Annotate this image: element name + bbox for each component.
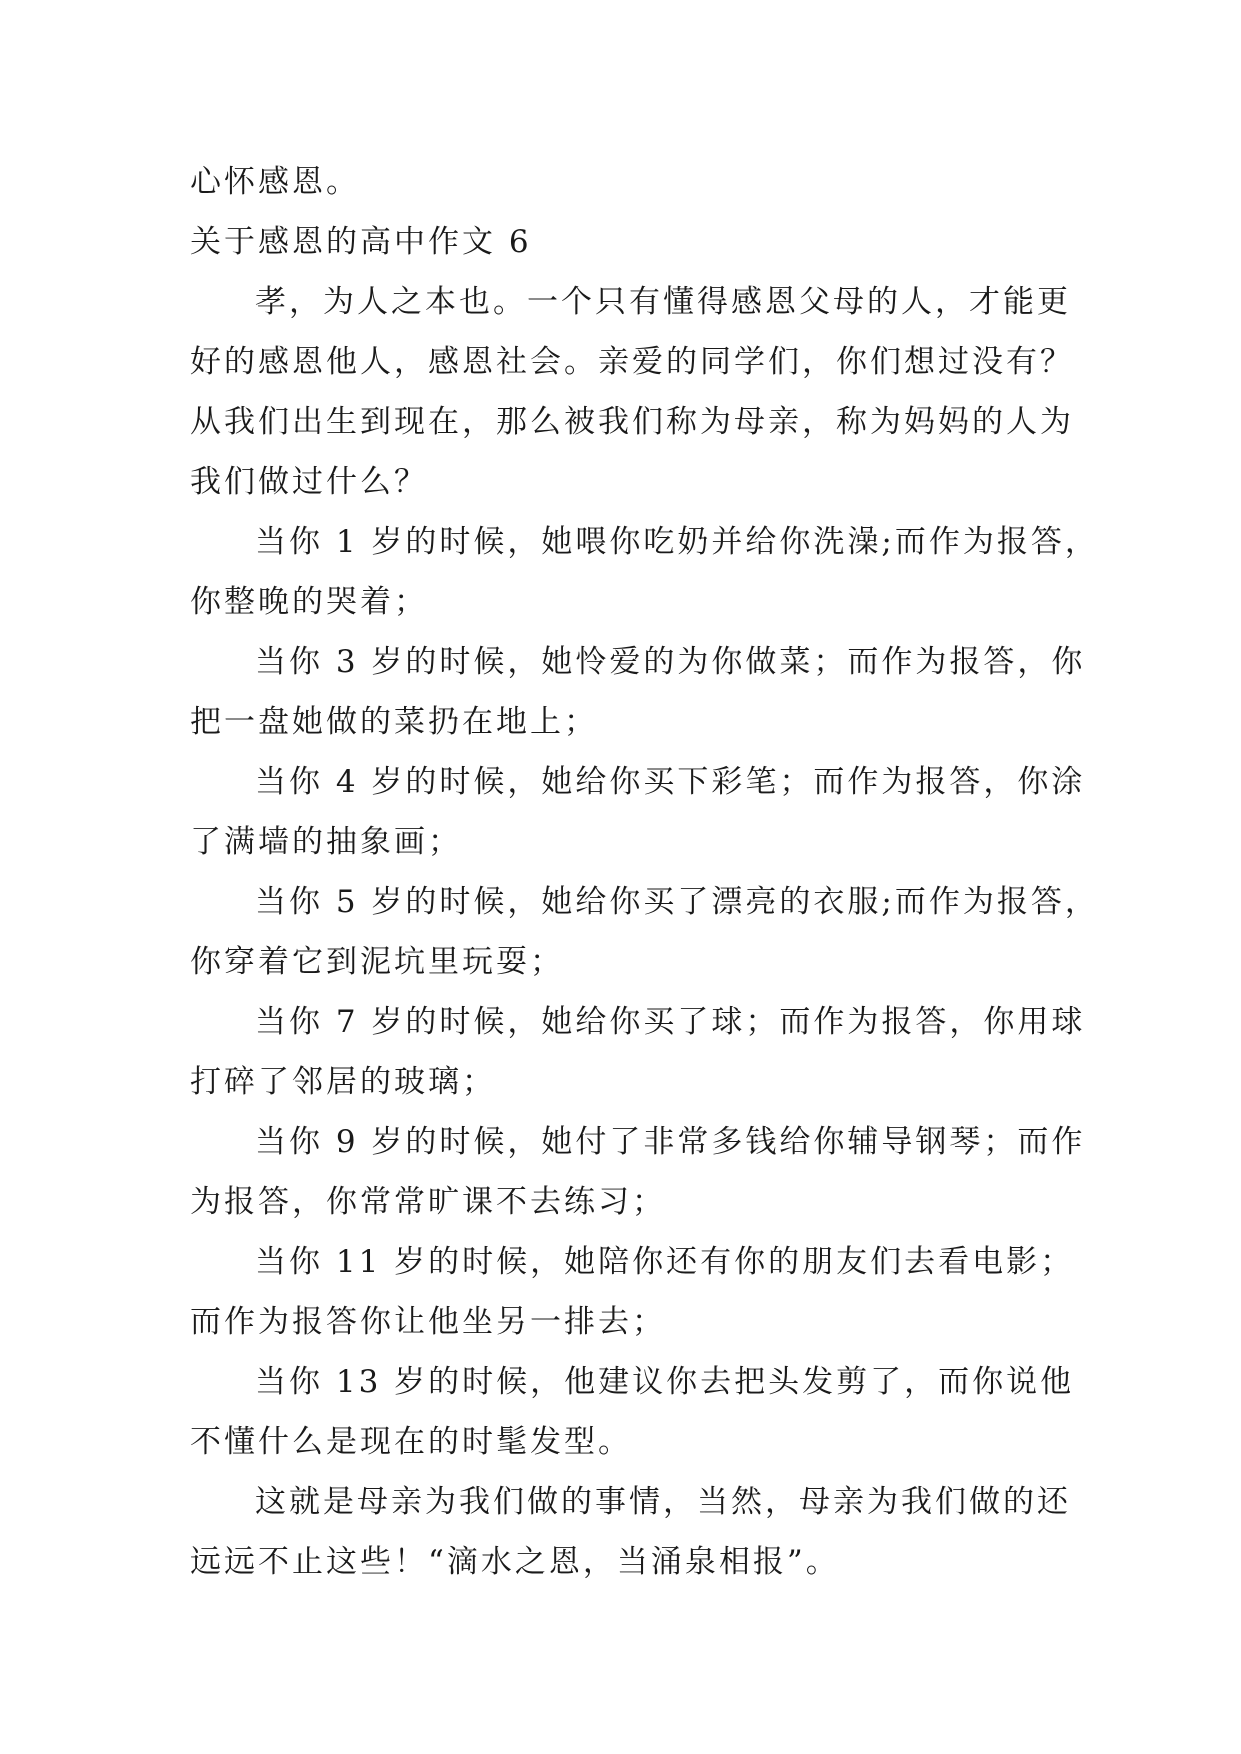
paragraph-line: 把一盘她做的菜扔在地上； [190,704,598,740]
paragraph-4 [190,752,1086,872]
paragraph-line: 当你 13 岁的时候，他建议你去把头发剪了，而你说他 [255,1364,1075,1400]
paragraph-5 [190,872,1099,992]
paragraph-line: 这就是母亲为我们做的事情，当然，母亲为我们做的还 [255,1484,1071,1520]
paragraph-9 [190,1352,1075,1472]
paragraph-3 [190,632,1086,752]
paragraph-line: 当你 1 岁的时候，她喂你吃奶并给你洗澡;而作为报答， [255,524,1099,560]
document-page [190,152,1099,1592]
paragraph-2 [190,512,1099,632]
paragraph-line: 而作为报答你让他坐另一排去； [190,1304,666,1340]
paragraph-line: 当你 7 岁的时候，她给你买了球；而作为报答，你用球 [255,1004,1086,1040]
paragraph-line: 我们做过什么？ [190,464,428,500]
paragraph-line: 当你 4 岁的时候，她给你买下彩笔；而作为报答，你涂 [255,764,1086,800]
paragraph-line: 从我们出生到现在，那么被我们称为母亲，称为妈妈的人为 [190,404,1074,440]
paragraph-line: 不懂什么是现在的时髦发型。 [190,1424,632,1460]
paragraph-line: 打碎了邻居的玻璃； [190,1064,496,1100]
paragraph-line: 当你 3 岁的时候，她怜爱的为你做菜；而作为报答，你 [255,644,1086,680]
essay-heading: 关于感恩的高中作文 6 [190,224,532,260]
paragraph-line: 为报答，你常常旷课不去练习； [190,1184,666,1220]
paragraph-line: 远远不止这些！“滴水之恩，当涌泉相报”。 [190,1544,840,1580]
paragraph-10 [190,1472,1071,1592]
paragraph-8 [190,1232,1075,1352]
paragraph-line: 好的感恩他人，感恩社会。亲爱的同学们，你们想过没有？ [190,344,1074,380]
paragraph-line: 当你 5 岁的时候，她给你买了漂亮的衣服;而作为报答， [255,884,1099,920]
paragraph-line: 当你 9 岁的时候，她付了非常多钱给你辅导钢琴；而作 [255,1124,1086,1160]
closing-line: 心怀感恩。 [190,164,360,200]
paragraph-1 [190,272,1074,512]
paragraph-line: 你穿着它到泥坑里玩耍； [190,944,564,980]
paragraph-line: 你整晚的哭着； [190,584,428,620]
paragraph-line: 当你 11 岁的时候，她陪你还有你的朋友们去看电影； [255,1244,1075,1280]
paragraph-7 [190,1112,1086,1232]
paragraph-line: 孝，为人之本也。一个只有懂得感恩父母的人，才能更 [255,284,1071,320]
paragraph-6 [190,992,1086,1112]
paragraph-line: 了满墙的抽象画； [190,824,462,860]
